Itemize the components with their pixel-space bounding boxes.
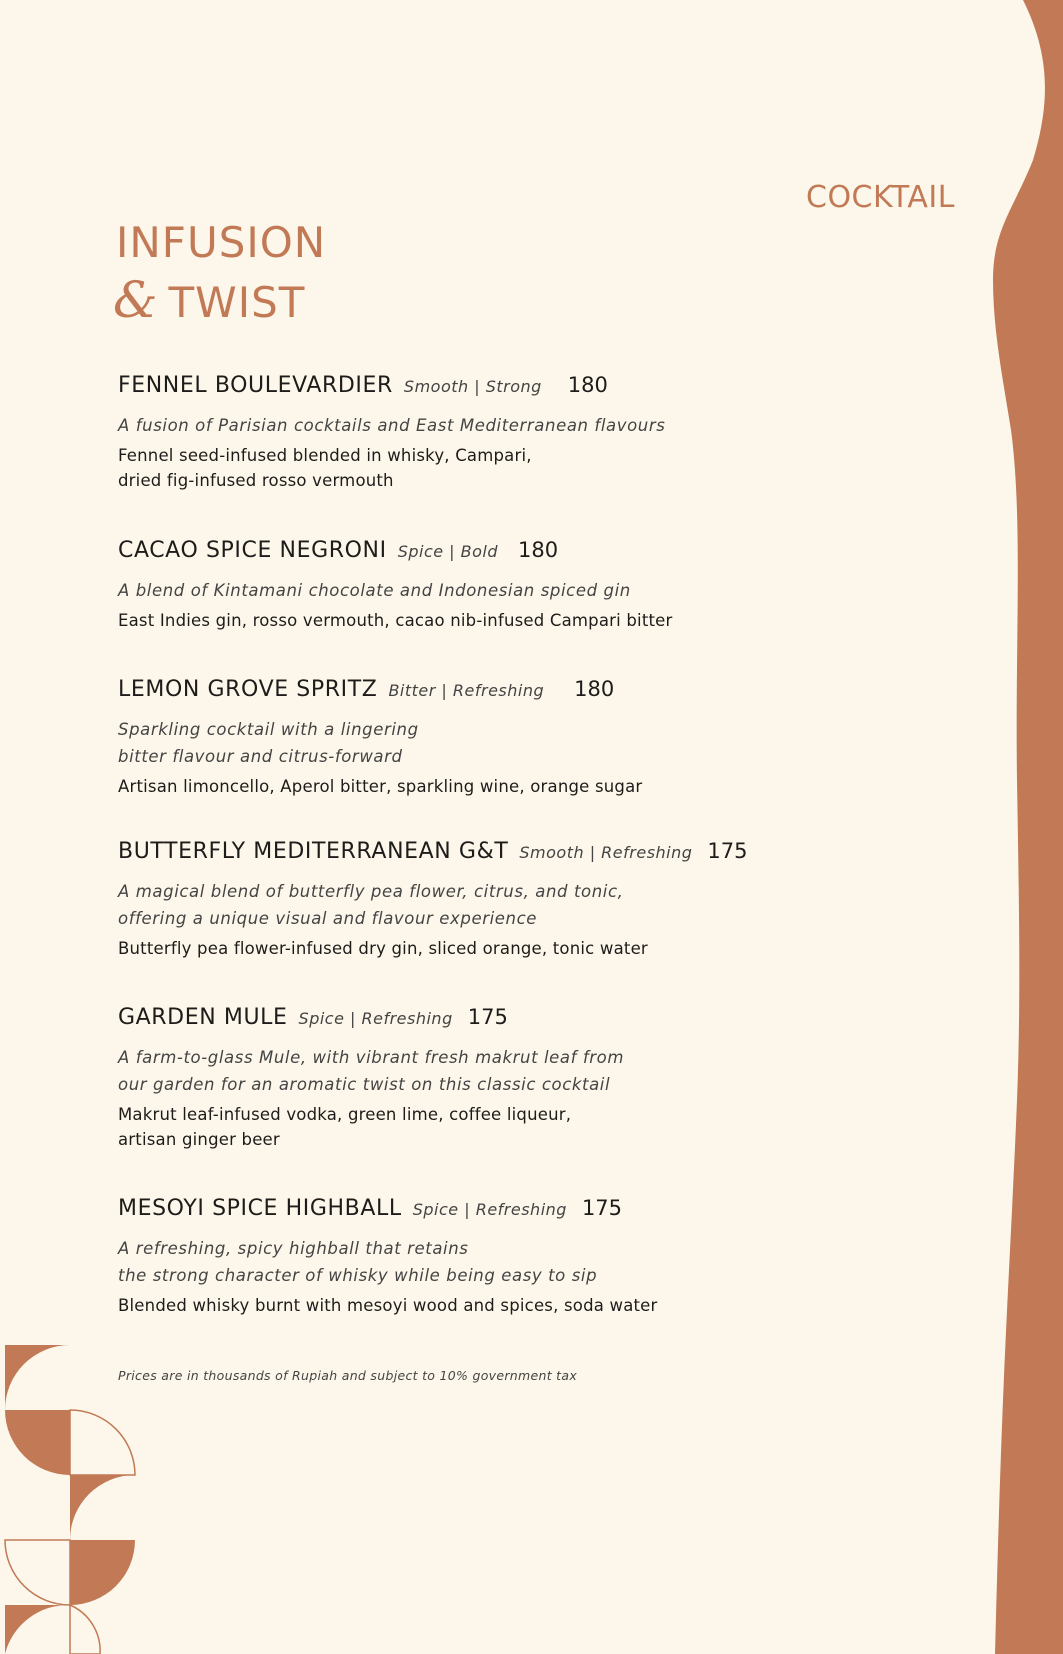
drink-name: LEMON GROVE SPRITZ [118,677,378,702]
drink-ingredients: Makrut leaf-infused vodka, green lime, coffee liqueur, artisan ginger beer [118,1105,572,1149]
drink-profile: Bitter | Refreshing [388,681,545,700]
drink-description: A fusion of Parisian cocktails and East Mediterranean flavours [118,416,666,435]
title-line-1: INFUSION [116,218,327,267]
drink-ingredients: Butterfly pea flower-infused dry gin, sliced orange, tonic water [118,939,648,958]
drink-price: 175 [707,839,748,863]
drink-name: FENNEL BOULEVARDIER [118,373,393,398]
drink-item-butterfly-mediterranean-gt [118,839,838,961]
drink-item-lemon-grove-spritz [118,677,838,799]
drink-profile: Spice | Bold [397,542,499,561]
drink-ingredients: Artisan limoncello, Aperol bitter, sparkling wine, orange sugar [118,777,643,796]
drink-ingredients: Blended whisky burnt with mesoyi wood and spices, soda water [118,1296,658,1315]
drink-item-fennel-boulevardier [118,373,838,493]
drink-description: A refreshing, spicy highball that retains the strong character of whisky while being easy to sip [118,1239,598,1285]
drink-name: BUTTERFLY MEDITERRANEAN G&T [118,839,509,864]
drink-item-cacao-spice-negroni [118,538,838,633]
drink-name: CACAO SPICE NEGRONI [118,538,387,563]
drink-description: A blend of Kintamani chocolate and Indonesian spiced gin [118,581,631,600]
drink-price: 180 [518,538,559,562]
geometric-corner-decoration [0,1340,145,1654]
drink-name: MESOYI SPICE HIGHBALL [118,1196,402,1221]
drink-ingredients: Fennel seed-infused blended in whisky, Campari, dried fig-infused rosso vermouth [118,446,532,490]
drink-description: Sparkling cocktail with a lingering bitter flavour and citrus-forward [118,720,419,766]
drink-profile: Smooth | Refreshing [519,843,693,862]
drink-profile: Smooth | Strong [403,377,542,396]
drink-description: A magical blend of butterfly pea flower, citrus, and tonic, offering a unique visual and flavour experience [118,882,624,928]
menu-title [113,216,327,333]
drink-profile: Spice | Refreshing [412,1200,567,1219]
drink-ingredients: East Indies gin, rosso vermouth, cacao nib-infused Campari bitter [118,611,673,630]
title-line-2-text: TWIST [168,278,306,327]
drink-price: 175 [467,1005,508,1029]
price-footnote: Prices are in thousands of Rupiah and subject to 10% government tax [118,1368,578,1383]
title-line-2 [113,270,326,333]
wave-border-decoration [993,0,1063,1654]
section-label: COCKTAIL [806,180,955,215]
drink-price: 175 [581,1196,623,1220]
drink-name: GARDEN MULE [118,1005,288,1030]
title-ampersand: & [113,271,159,329]
drink-price: 180 [567,373,608,397]
drink-profile: Spice | Refreshing [298,1009,453,1028]
drink-item-mesoyi-spice-highball [118,1196,838,1318]
drink-price: 180 [574,677,615,701]
drink-item-garden-mule [118,1005,838,1152]
drink-description: A farm-to-glass Mule, with vibrant fresh makrut leaf from our garden for an aromatic twist on this classic cocktail [118,1048,625,1094]
